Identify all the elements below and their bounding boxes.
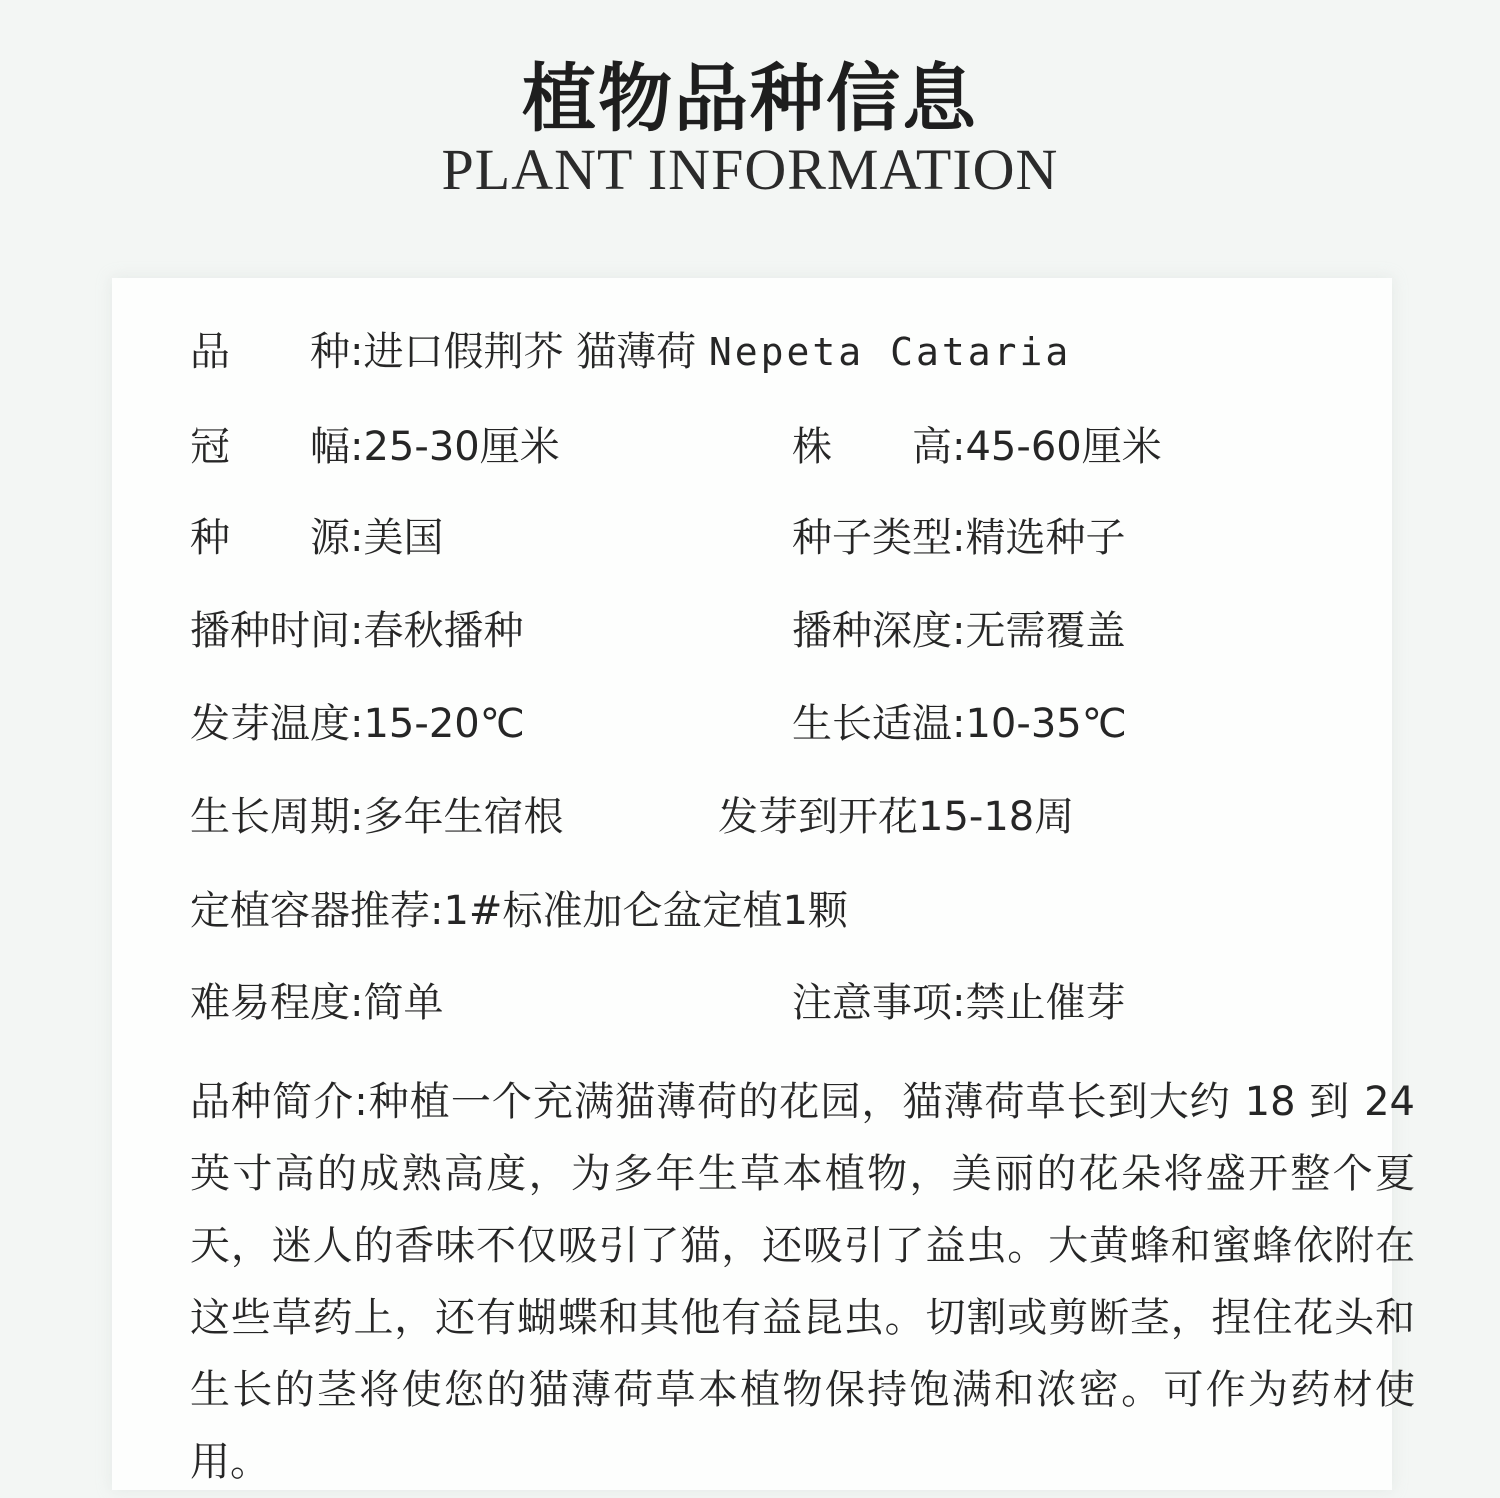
sowing-time-value: 春秋播种	[363, 608, 524, 654]
bloom-time-row	[718, 793, 1074, 841]
container-row	[190, 887, 848, 935]
origin-row	[190, 514, 443, 562]
seed-type-value: 精选种子	[965, 515, 1126, 561]
origin-label: 种 源	[190, 515, 350, 561]
crown-width-row	[190, 423, 560, 471]
separator: :	[350, 329, 364, 375]
separator: :	[350, 794, 364, 840]
crown-width-label: 冠 幅	[190, 424, 350, 470]
sowing-depth-label: 播种深度	[792, 608, 952, 654]
germination-temp-value: 15-20℃	[363, 701, 525, 747]
seed-type-label: 种子类型	[792, 515, 952, 561]
variety-row	[190, 328, 1071, 376]
separator: :	[350, 701, 364, 747]
notes-value: 禁止催芽	[965, 980, 1126, 1026]
notes-label: 注意事项	[792, 980, 952, 1026]
seed-type-row	[792, 514, 1125, 562]
separator: :	[952, 701, 966, 747]
growth-temp-row	[792, 700, 1127, 748]
separator: :	[350, 608, 364, 654]
separator: :	[350, 424, 364, 470]
page-subtitle: PLANT INFORMATION	[441, 137, 1059, 202]
separator: :	[952, 515, 966, 561]
germination-temp-row	[190, 700, 525, 748]
variety-value: 进口假荆芥 猫薄荷	[363, 329, 697, 375]
growth-temp-value: 10-35℃	[965, 701, 1127, 747]
sowing-time-label: 播种时间	[190, 608, 350, 654]
plant-height-value: 45-60厘米	[965, 424, 1162, 470]
separator: :	[952, 424, 966, 470]
separator: :	[430, 888, 444, 934]
sowing-depth-row	[792, 607, 1125, 655]
crown-width-value: 25-30厘米	[363, 424, 560, 470]
container-value: 1#标准加仑盆定植1颗	[443, 888, 848, 934]
growth-cycle-value: 多年生宿根	[363, 794, 564, 840]
growth-cycle-label: 生长周期	[190, 794, 350, 840]
plant-height-label: 株 高	[792, 424, 952, 470]
difficulty-label: 难易程度	[190, 980, 350, 1026]
growth-temp-label: 生长适温	[792, 701, 952, 747]
germination-temp-label: 发芽温度	[190, 701, 350, 747]
variety-label: 品 种	[190, 329, 350, 375]
variety-latin-name: Nepeta Cataria	[708, 330, 1072, 374]
sowing-time-row	[190, 607, 523, 655]
bloom-time-value: 发芽到开花15-18周	[718, 794, 1075, 840]
separator: :	[354, 1079, 368, 1125]
separator: :	[952, 608, 966, 654]
origin-value: 美国	[363, 515, 444, 561]
intro-label: 品种简介	[190, 1079, 355, 1125]
page-title: 植物品种信息	[522, 56, 978, 142]
sowing-depth-value: 无需覆盖	[965, 608, 1126, 654]
separator: :	[350, 980, 364, 1026]
plant-height-row	[792, 423, 1162, 471]
separator: :	[952, 980, 966, 1026]
container-label: 定植容器推荐	[190, 888, 430, 934]
intro-text: 种植一个充满猫薄荷的花园，猫薄荷草长到大约 18 到 24 英寸高的成熟高度，为多年生草本植物，美丽的花朵将盛开整个夏天，迷人的香味不仅吸引了猫，还吸引了益虫。大黄蜂和蜜蜂依附在这些草药上，还有蝴蝶和其他有益昆虫。切割或剪断茎，捏住花头和生长的茎将使您的猫薄荷草本植物保持饱满和浓密。可作为药材使用。	[190, 1079, 1415, 1485]
separator: :	[350, 515, 364, 561]
notes-row	[792, 979, 1125, 1027]
difficulty-value: 简单	[363, 980, 444, 1026]
difficulty-row	[190, 979, 443, 1027]
intro-paragraph	[190, 1066, 1415, 1498]
growth-cycle-row	[190, 793, 563, 841]
